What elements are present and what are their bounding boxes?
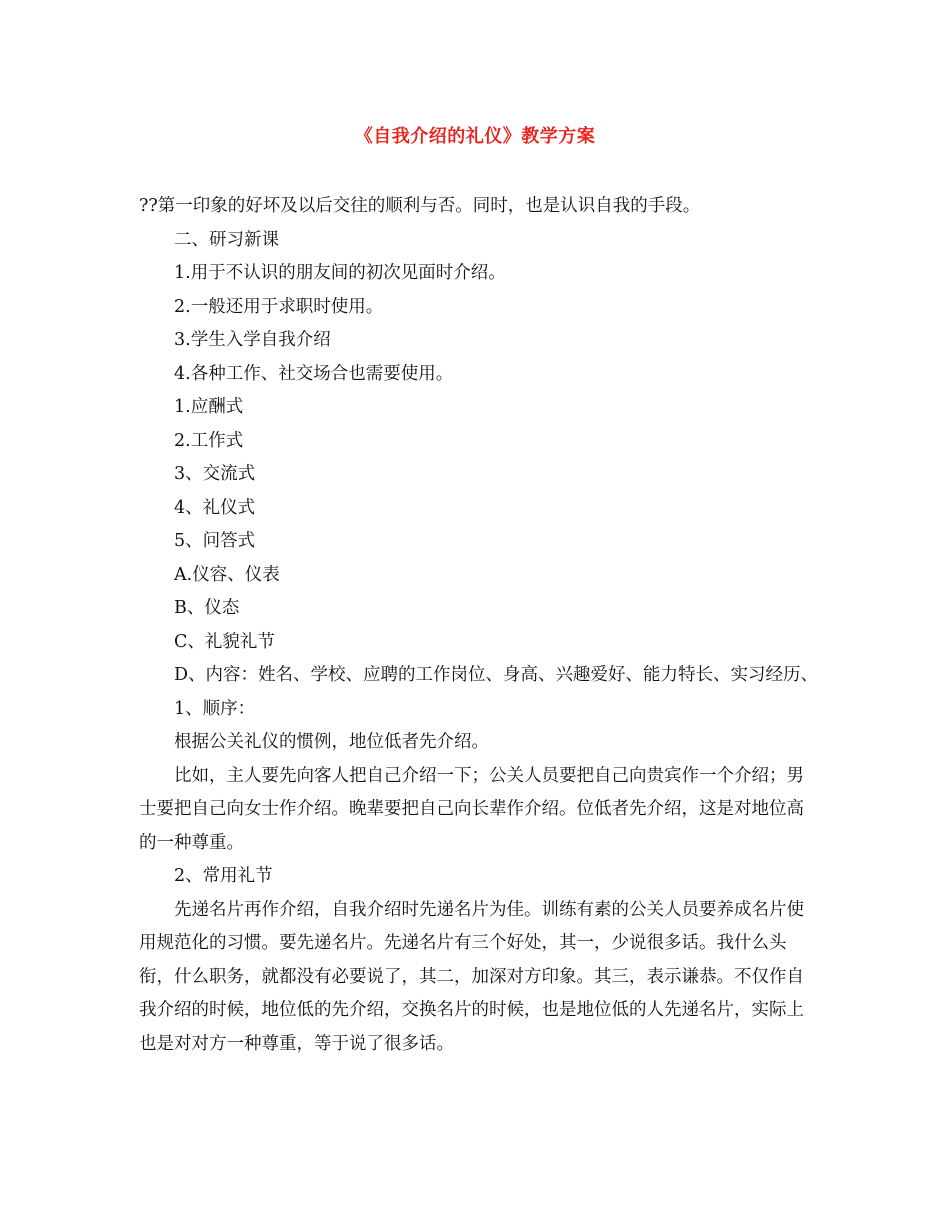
paragraph: 根据公关礼仪的惯例，地位低者先介绍。: [174, 732, 489, 752]
subheading-order: 1、顺序：: [174, 698, 256, 719]
list-item: 5、问答式: [174, 531, 256, 551]
list-item: A.仪容、仪表: [174, 564, 280, 585]
list-item: 4.各种工作、社交场合也需要使用。: [174, 363, 454, 384]
list-item: 3、交流式: [174, 464, 256, 484]
list-item: 1.应酬式: [174, 397, 244, 417]
list-item: 3.学生入学自我介绍: [174, 330, 331, 350]
list-item: 4、礼仪式: [174, 497, 256, 518]
list-item: 2.一般还用于求职时使用。: [174, 296, 384, 317]
list-item: 1.用于不认识的朋友间的初次见面时介绍。: [174, 263, 506, 283]
list-item: B、仪态: [174, 598, 240, 618]
paragraph: 比如，主人要先向客人把自己介绍一下；公关人员要把自己向贵宾作一个介绍；男士要把自己向女士作介绍。晚辈要把自己向长辈作介绍。位低者先介绍，这是对地位高的一种尊重。: [139, 765, 804, 853]
paragraph-intro: ??第一印象的好坏及以后交往的顺利与否。同时，也是认识自我的手段。: [139, 196, 701, 216]
subheading-etiquette: 2、常用礼节: [174, 866, 273, 886]
paragraph: 先递名片再作介绍，自我介绍时先递名片为佳。训练有素的公关人员要养成名片使用规范化的习惯。要先递名片。先递名片有三个好处，其一，少说很多话。我什么头衔，什么职务，就都没有必要说了，其二，加深对方印象。其三，表示谦恭。不仅作自我介绍的时候，地位低的先介绍，交换名片的时候，也是地位低的人先递名片，实际上也是对对方一种尊重，等于说了很多话。: [139, 899, 804, 1054]
section-heading: 二、研习新课: [174, 229, 279, 250]
list-item: C、礼貌礼节: [174, 631, 275, 652]
list-item: D、内容：姓名、学校、应聘的工作岗位、身高、兴趣爱好、能力特长、实习经历、: [174, 665, 819, 685]
list-item: 2.工作式: [174, 430, 244, 451]
document-title: 《自我介绍的礼仪》教学方案: [354, 126, 596, 147]
document-body: [139, 190, 819, 1061]
